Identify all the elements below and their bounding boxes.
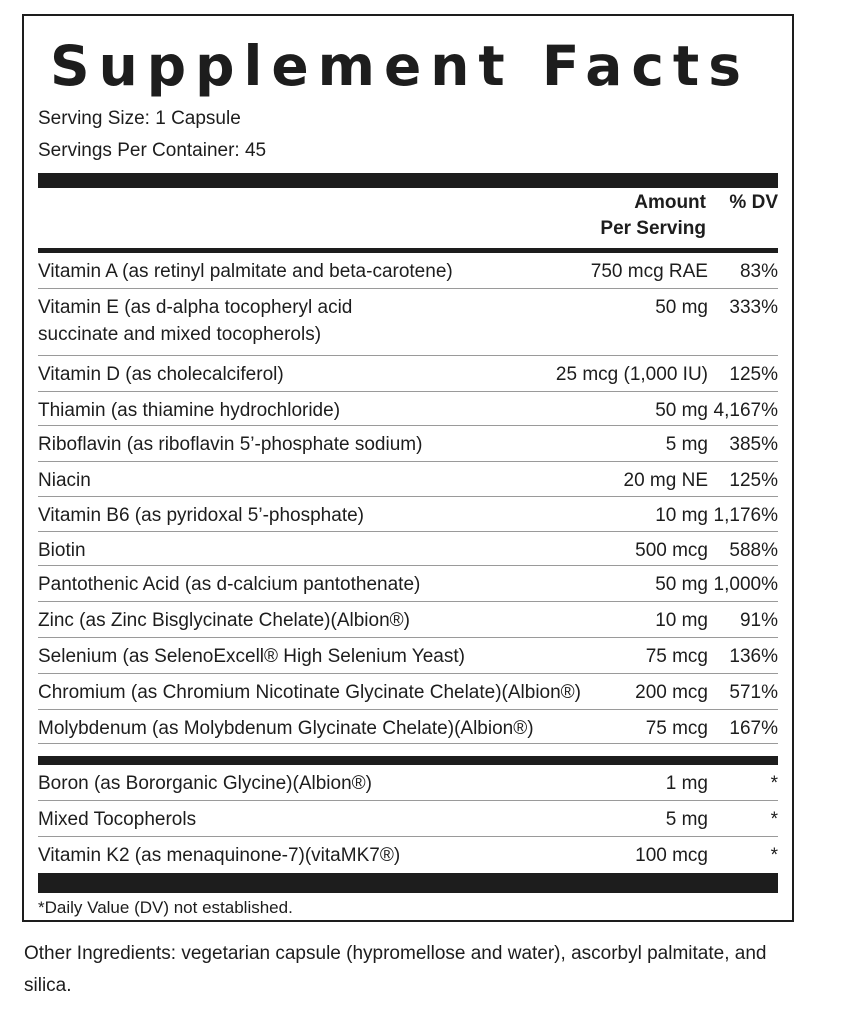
nutrient-name-text: Pantothenic Acid (as d-calcium pantothenate) [38,574,421,595]
nutrient-name [38,679,582,706]
nutrient-name-text: Biotin [38,540,86,561]
nutrient-row [38,837,778,873]
panel-title: Supplement Facts [50,34,750,98]
nutrient-name-text: Vitamin B6 (as pyridoxal 5’-phosphate) [38,505,364,526]
nutrient-dv: 125% [729,470,778,491]
nutrient-dv: 4,167% [713,400,778,421]
nutrient-amount: 10 mg [655,610,708,631]
nutrient-amount: 5 mg [665,434,708,455]
nutrient-dv: 91% [739,610,778,631]
nutrient-name-text: Vitamin D (as cholecalciferol) [38,364,284,385]
nutrient-name [38,607,578,634]
nutrient-row [38,532,778,566]
nutrient-amount: 20 mg NE [623,470,708,491]
nutrient-dv: 1,176% [713,505,778,526]
nutrient-name [38,715,578,742]
nutrient-dv: 385% [729,434,778,455]
nutrient-name [38,361,578,388]
nutrient-name [38,431,578,458]
nutrient-name [38,770,578,797]
nutrient-name [38,467,578,494]
nutrient-amount: 500 mcg [635,540,708,561]
amount-header-line1: Amount [634,192,706,213]
nutrient-row [38,462,778,497]
nutrient-name-text: Riboflavin (as riboflavin 5’-phosphate sodium) [38,434,423,455]
nutrient-dv: 125% [729,364,778,385]
nutrient-row [38,566,778,602]
nutrient-amount: 5 mg [665,809,708,830]
thick-divider-top [38,173,778,188]
nutrient-dv: * [770,845,778,866]
servings-per-container: Servings Per Container: 45 [38,140,267,161]
nutrient-dv: 83% [739,261,778,282]
nutrient-name-text: Molybdenum (as Molybdenum Glycinate Chelate)(Albion®) [38,718,534,739]
serving-size: Serving Size: 1 Capsule [38,108,241,129]
supplement-facts-panel [22,14,794,922]
nutrient-row [38,289,778,356]
nutrient-amount: 1 mg [665,773,708,794]
nutrient-name-text: Selenium (as SelenoExcell® High Selenium Yeast) [38,646,465,667]
nutrient-name-text: Boron (as Bororganic Glycine)(Albion®) [38,773,372,794]
nutrient-row [38,356,778,392]
nutrient-name-text: Thiamin (as thiamine hydrochloride) [38,400,341,421]
thick-divider-middle [38,756,778,765]
nutrient-dv: 333% [729,297,778,318]
nutrient-row [38,710,778,744]
other-ingredients: Other Ingredients: vegetarian capsule (hypromellose and water), ascorbyl palmitate, and silica. [24,943,767,996]
nutrient-name-text: Vitamin E (as d-alpha tocopheryl acid [38,297,353,318]
nutrient-name-text: Niacin [38,470,91,491]
nutrient-name [38,806,578,833]
nutrient-dv: 588% [729,540,778,561]
nutrient-amount: 50 mg [655,400,708,421]
nutrient-amount: 200 mcg [635,682,708,703]
amount-column-header [600,190,706,242]
nutrient-name [38,571,578,598]
nutrient-name [38,258,578,285]
nutrient-row [38,674,778,710]
nutrient-dv: * [770,809,778,830]
nutrient-amount: 50 mg [655,574,708,595]
nutrient-amount: 75 mcg [645,646,708,667]
nutrient-name-text: Chromium (as Chromium Nicotinate Glycinate Chelate)(Albion®) [38,682,582,703]
nutrient-name [38,537,578,564]
dv-column-header: % DV [729,192,778,213]
nutrient-dv: 167% [729,718,778,739]
nutrient-amount: 10 mg [655,505,708,526]
nutrient-name [38,294,578,348]
nutrient-name [38,397,578,424]
nutrient-row [38,392,778,426]
nutrient-row [38,638,778,674]
nutrient-amount: 25 mcg (1,000 IU) [555,364,708,385]
nutrient-amount: 100 mcg [635,845,708,866]
nutrient-dv: 571% [729,682,778,703]
amount-header-line2: Per Serving [600,218,706,239]
nutrient-name-continuation: succinate and mixed tocopherols) [38,324,322,345]
nutrient-name-text: Vitamin K2 (as menaquinone-7)(vitaMK7®) [38,845,401,866]
nutrient-row [38,253,778,289]
nutrient-row [38,801,778,837]
nutrient-name-text: Mixed Tocopherols [38,809,197,830]
nutrient-dv: 1,000% [713,574,778,595]
nutrient-row [38,765,778,801]
nutrient-name-text: Zinc (as Zinc Bisglycinate Chelate)(Albion®) [38,610,410,631]
nutrient-name [38,502,578,529]
nutrient-dv: * [770,773,778,794]
nutrient-row [38,602,778,638]
nutrient-name-text: Vitamin A (as retinyl palmitate and beta-carotene) [38,261,453,282]
nutrient-amount: 50 mg [655,297,708,318]
thick-divider-bottom [38,873,778,893]
nutrient-dv: 136% [729,646,778,667]
nutrient-name [38,643,578,670]
nutrient-amount: 750 mcg RAE [590,261,708,282]
nutrient-row [38,426,778,462]
nutrient-amount: 75 mcg [645,718,708,739]
nutrient-name [38,842,578,869]
dv-footnote: *Daily Value (DV) not established. [38,898,293,917]
nutrient-row [38,497,778,532]
